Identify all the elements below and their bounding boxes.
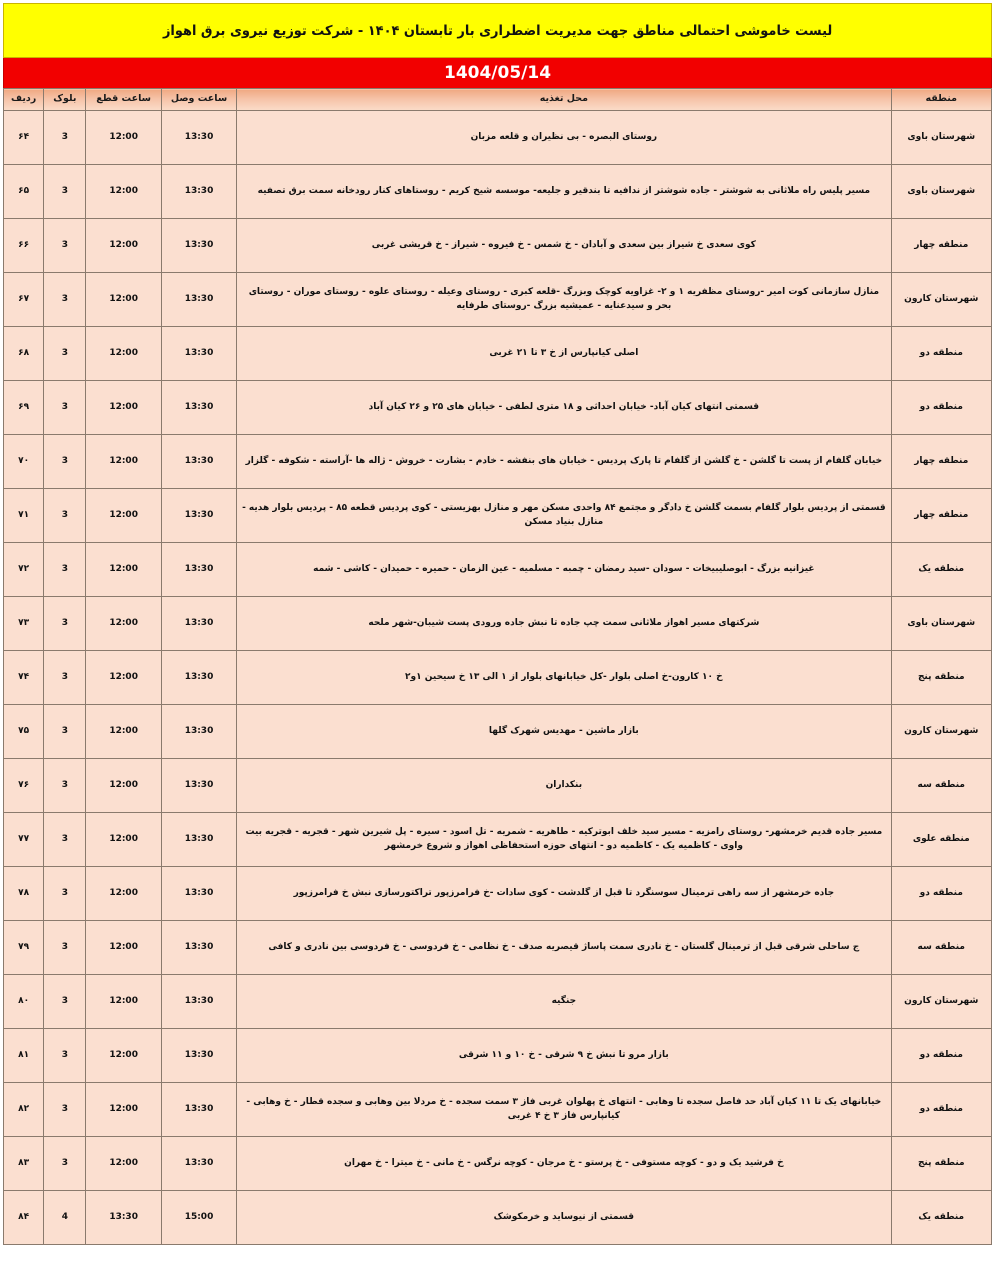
cell-mantagheh: منطقه پنج — [891, 651, 992, 705]
cell-mantagheh: شهرستان کارون — [891, 273, 992, 327]
cell-saat-ghat: 12:00 — [86, 759, 161, 813]
cell-radif: ۷۰ — [4, 435, 44, 489]
cell-radif: ۸۰ — [4, 975, 44, 1029]
cell-saat-ghat: 12:00 — [86, 597, 161, 651]
table-row — [4, 165, 992, 219]
cell-saat-vasl: 13:30 — [161, 1137, 236, 1191]
cell-saat-ghat: 12:00 — [86, 651, 161, 705]
table-row — [4, 651, 992, 705]
cell-mahal-taghzieh: روستای البصره - بی نظیران و قلعه مزبان — [237, 111, 891, 165]
cell-saat-vasl: 13:30 — [161, 813, 236, 867]
outage-table — [3, 88, 992, 1245]
cell-block: 3 — [44, 219, 86, 273]
cell-mantagheh: شهرستان کارون — [891, 705, 992, 759]
table-row — [4, 381, 992, 435]
column-header-saat-ghat: ساعت قطع — [86, 89, 161, 111]
cell-block: 3 — [44, 1083, 86, 1137]
cell-saat-vasl: 13:30 — [161, 597, 236, 651]
cell-mantagheh: شهرستان باوی — [891, 165, 992, 219]
column-header-mahal-taghzieh: محل تغذیه — [237, 89, 891, 111]
cell-mahal-taghzieh: بازار مرو تا نبش خ ۹ شرقی - خ ۱۰ و ۱۱ شرقی — [237, 1029, 891, 1083]
cell-saat-ghat: 12:00 — [86, 165, 161, 219]
table-row — [4, 705, 992, 759]
cell-saat-ghat: 12:00 — [86, 219, 161, 273]
cell-radif: ۶۸ — [4, 327, 44, 381]
table-row — [4, 489, 992, 543]
cell-block: 3 — [44, 489, 86, 543]
table-row — [4, 219, 992, 273]
cell-saat-ghat: 12:00 — [86, 1083, 161, 1137]
table-row — [4, 1191, 992, 1245]
column-header-saat-vasl: ساعت وصل — [161, 89, 236, 111]
cell-saat-ghat: 12:00 — [86, 921, 161, 975]
cell-saat-ghat: 12:00 — [86, 1029, 161, 1083]
cell-radif: ۷۶ — [4, 759, 44, 813]
table-row — [4, 327, 992, 381]
cell-mahal-taghzieh: مسیر پلیس راه ملاثانی به شوشتر - جاده شوشتر از ندافیه تا بندقیر و جلیعه- موسسه شیخ کریم - روستاهای کنار رودخانه سمت برق تصفیه — [237, 165, 891, 219]
cell-block: 3 — [44, 543, 86, 597]
cell-radif: ۷۵ — [4, 705, 44, 759]
cell-block: 3 — [44, 1029, 86, 1083]
page-title: لیست خاموشی احتمالی مناطق جهت مدیریت اضطراری بار تابستان ۱۴۰۴ - شرکت توزیع نیروی برق اهواز — [162, 22, 833, 39]
cell-saat-vasl: 13:30 — [161, 759, 236, 813]
table-row — [4, 111, 992, 165]
cell-mahal-taghzieh: شرکتهای مسیر اهواز ملاثانی سمت چپ جاده تا نبش جاده ورودی پست شیبان-شهر ملحه — [237, 597, 891, 651]
cell-mahal-taghzieh: خ ۱۰ کارون-خ اصلی بلوار -کل خیابانهای بلوار از ۱ الی ۱۳ خ سیحین ۱و۲ — [237, 651, 891, 705]
cell-saat-vasl: 13:30 — [161, 111, 236, 165]
table-row — [4, 1083, 992, 1137]
cell-saat-ghat: 12:00 — [86, 813, 161, 867]
cell-mantagheh: منطقه سه — [891, 921, 992, 975]
cell-block: 3 — [44, 381, 86, 435]
cell-saat-vasl: 13:30 — [161, 327, 236, 381]
cell-block: 3 — [44, 1137, 86, 1191]
cell-radif: ۷۷ — [4, 813, 44, 867]
cell-radif: ۷۳ — [4, 597, 44, 651]
cell-saat-vasl: 13:30 — [161, 705, 236, 759]
table-row — [4, 1029, 992, 1083]
cell-saat-vasl: 13:30 — [161, 381, 236, 435]
cell-block: 3 — [44, 975, 86, 1029]
cell-radif: ۷۲ — [4, 543, 44, 597]
cell-block: 3 — [44, 759, 86, 813]
cell-mahal-taghzieh: اصلی کیانپارس از خ ۳ تا ۲۱ غربی — [237, 327, 891, 381]
cell-mantagheh: منطقه دو — [891, 381, 992, 435]
table-header-row — [4, 89, 992, 111]
cell-saat-ghat: 12:00 — [86, 705, 161, 759]
cell-saat-vasl: 13:30 — [161, 489, 236, 543]
document-date-banner — [3, 58, 992, 88]
cell-saat-vasl: 13:30 — [161, 867, 236, 921]
table-row — [4, 867, 992, 921]
cell-mantagheh: منطقه دو — [891, 867, 992, 921]
cell-block: 3 — [44, 867, 86, 921]
table-row — [4, 921, 992, 975]
table-row — [4, 597, 992, 651]
cell-block: 3 — [44, 111, 86, 165]
column-header-block: بلوک — [44, 89, 86, 111]
cell-radif: ۷۴ — [4, 651, 44, 705]
cell-saat-ghat: 12:00 — [86, 543, 161, 597]
cell-radif: ۸۲ — [4, 1083, 44, 1137]
cell-mantagheh: منطقه یک — [891, 1191, 992, 1245]
cell-saat-vasl: 13:30 — [161, 435, 236, 489]
cell-block: 3 — [44, 921, 86, 975]
table-row — [4, 543, 992, 597]
outage-table-body — [4, 111, 992, 1245]
cell-saat-vasl: 13:30 — [161, 219, 236, 273]
table-row — [4, 273, 992, 327]
cell-mantagheh: شهرستان باوی — [891, 597, 992, 651]
cell-mahal-taghzieh: جنگیه — [237, 975, 891, 1029]
cell-radif: ۶۹ — [4, 381, 44, 435]
column-header-mantagheh: منطقه — [891, 89, 992, 111]
cell-block: 3 — [44, 165, 86, 219]
cell-saat-vasl: 13:30 — [161, 165, 236, 219]
cell-radif: ۶۵ — [4, 165, 44, 219]
cell-mahal-taghzieh: خ فرشید یک و دو - کوچه مستوفی - خ پرستو - خ مرجان - کوچه نرگس - خ مانی - خ میترا - خ مهران — [237, 1137, 891, 1191]
cell-mahal-taghzieh: خیابانهای یک تا ۱۱ کیان آباد حد فاصل سجده تا وهابی - انتهای خ پهلوان غربی فاز ۳ سمت سجده - خ مردلا بین وهابی و سجده قطار - خ وهابی - کیانپارس فاز ۳ خ ۴ غربی — [237, 1083, 891, 1137]
table-row — [4, 813, 992, 867]
cell-saat-vasl: 13:30 — [161, 975, 236, 1029]
document-title-banner — [3, 3, 992, 58]
cell-radif: ۶۷ — [4, 273, 44, 327]
cell-block: 3 — [44, 651, 86, 705]
cell-saat-vasl: 13:30 — [161, 921, 236, 975]
cell-mahal-taghzieh: جاده خرمشهر از سه راهی ترمینال سوسنگرد تا قبل از گلدشت - کوی سادات -خ فرامرزپور تراکتورسازی نبش خ فرامرزپور — [237, 867, 891, 921]
cell-radif: ۸۱ — [4, 1029, 44, 1083]
cell-saat-vasl: 13:30 — [161, 273, 236, 327]
cell-mantagheh: منطقه چهار — [891, 435, 992, 489]
cell-block: 3 — [44, 273, 86, 327]
table-row — [4, 975, 992, 1029]
cell-mantagheh: منطقه چهار — [891, 219, 992, 273]
cell-saat-ghat: 12:00 — [86, 273, 161, 327]
cell-radif: ۷۹ — [4, 921, 44, 975]
cell-mantagheh: منطقه دو — [891, 327, 992, 381]
table-row — [4, 759, 992, 813]
cell-saat-vasl: 13:30 — [161, 543, 236, 597]
cell-mantagheh: منطقه چهار — [891, 489, 992, 543]
cell-block: 3 — [44, 813, 86, 867]
cell-saat-ghat: 12:00 — [86, 435, 161, 489]
cell-mantagheh: منطقه دو — [891, 1029, 992, 1083]
cell-saat-ghat: 12:00 — [86, 489, 161, 543]
cell-mahal-taghzieh: ج ساحلی شرقی قبل از ترمینال گلستان - خ نادری سمت پاساژ قیصریه صدف - خ نظامی - خ فردوسی - خ فردوسی بین نادری و کافی — [237, 921, 891, 975]
cell-mantagheh: شهرستان باوی — [891, 111, 992, 165]
cell-mahal-taghzieh: قسمتی از نیوساید و خرمکوشک — [237, 1191, 891, 1245]
cell-mahal-taghzieh: بنکداران — [237, 759, 891, 813]
cell-radif: ۸۴ — [4, 1191, 44, 1245]
cell-saat-ghat: 12:00 — [86, 111, 161, 165]
cell-block: 3 — [44, 435, 86, 489]
cell-mahal-taghzieh: قسمتی از پردیس بلوار گلفام بسمت گلشن خ دادگر و مجتمع ۸۴ واحدی مسکن مهر و منازل بهزیستی - کوی پردیس قطعه ۸۵ - پردیس بلوار هدیه - منازل بنیاد مسکن — [237, 489, 891, 543]
outage-schedule-sheet — [0, 3, 995, 1245]
cell-mahal-taghzieh: غیزانیه بزرگ - ابوصلیبیخات - سودان -سید رمضان - چمبه - مسلمیه - عین الزمان - حمیره - حمیدان - کاشی - شمه — [237, 543, 891, 597]
table-row — [4, 1137, 992, 1191]
cell-saat-vasl: 13:30 — [161, 651, 236, 705]
cell-mahal-taghzieh: منازل سازمانی کوت امیر -روستای مظفریه ۱ و ۲- غزاویه کوچک وبزرگ -قلعه کبری - روستای وعیله - روستای علوه - روستای موران - روستای بحر و سیدعنایه - عمیشیه بزرگ -روستای طرفایه — [237, 273, 891, 327]
schedule-date: 1404/05/14 — [443, 63, 552, 83]
cell-block: 3 — [44, 705, 86, 759]
cell-saat-ghat: 12:00 — [86, 975, 161, 1029]
cell-saat-ghat: 12:00 — [86, 867, 161, 921]
cell-mahal-taghzieh: مسیر جاده قدیم خرمشهر- روستای رامزیه - مسیر سید خلف ابوترکیه - طاهریه - شمریه - تل اسود - سیره - پل شیرین شهر - قجریه - قجریه بیت واوی - کاظمیه یک - کاظمیه دو - انتهای حوزه استحفاظی اهواز و شروع خرمشهر — [237, 813, 891, 867]
cell-mantagheh: شهرستان کارون — [891, 975, 992, 1029]
cell-saat-ghat: 12:00 — [86, 327, 161, 381]
column-header-radif: ردیف — [4, 89, 44, 111]
cell-saat-ghat: 13:30 — [86, 1191, 161, 1245]
cell-saat-ghat: 12:00 — [86, 1137, 161, 1191]
cell-mantagheh: منطقه یک — [891, 543, 992, 597]
cell-block: 3 — [44, 597, 86, 651]
cell-mantagheh: منطقه علوی — [891, 813, 992, 867]
cell-mahal-taghzieh: خیابان گلفام از پست تا گلشن - خ گلشن از گلفام تا پارک پردیس - خیابان های بنفشه - خادم - بشارت - خروش - ژاله ها -آراسته - شکوفه - گلزار — [237, 435, 891, 489]
table-row — [4, 435, 992, 489]
cell-block: 4 — [44, 1191, 86, 1245]
cell-radif: ۸۳ — [4, 1137, 44, 1191]
cell-radif: ۷۱ — [4, 489, 44, 543]
cell-saat-ghat: 12:00 — [86, 381, 161, 435]
cell-radif: ۶۶ — [4, 219, 44, 273]
cell-mahal-taghzieh: قسمتی انتهای کیان آباد- خیابان احداثی و ۱۸ متری لطفی - خیابان های ۲۵ و ۲۶ کیان آباد — [237, 381, 891, 435]
cell-mantagheh: منطقه دو — [891, 1083, 992, 1137]
cell-mahal-taghzieh: کوی سعدی خ شیراز بین سعدی و آبادان - خ شمس - خ فیروه - شیراز - خ قریشی غربی — [237, 219, 891, 273]
cell-radif: ۶۴ — [4, 111, 44, 165]
cell-saat-vasl: 15:00 — [161, 1191, 236, 1245]
cell-mahal-taghzieh: بازار ماشین - مهدیس شهرک گلها — [237, 705, 891, 759]
cell-radif: ۷۸ — [4, 867, 44, 921]
cell-block: 3 — [44, 327, 86, 381]
cell-mantagheh: منطقه سه — [891, 759, 992, 813]
cell-saat-vasl: 13:30 — [161, 1029, 236, 1083]
cell-mantagheh: منطقه پنج — [891, 1137, 992, 1191]
cell-saat-vasl: 13:30 — [161, 1083, 236, 1137]
